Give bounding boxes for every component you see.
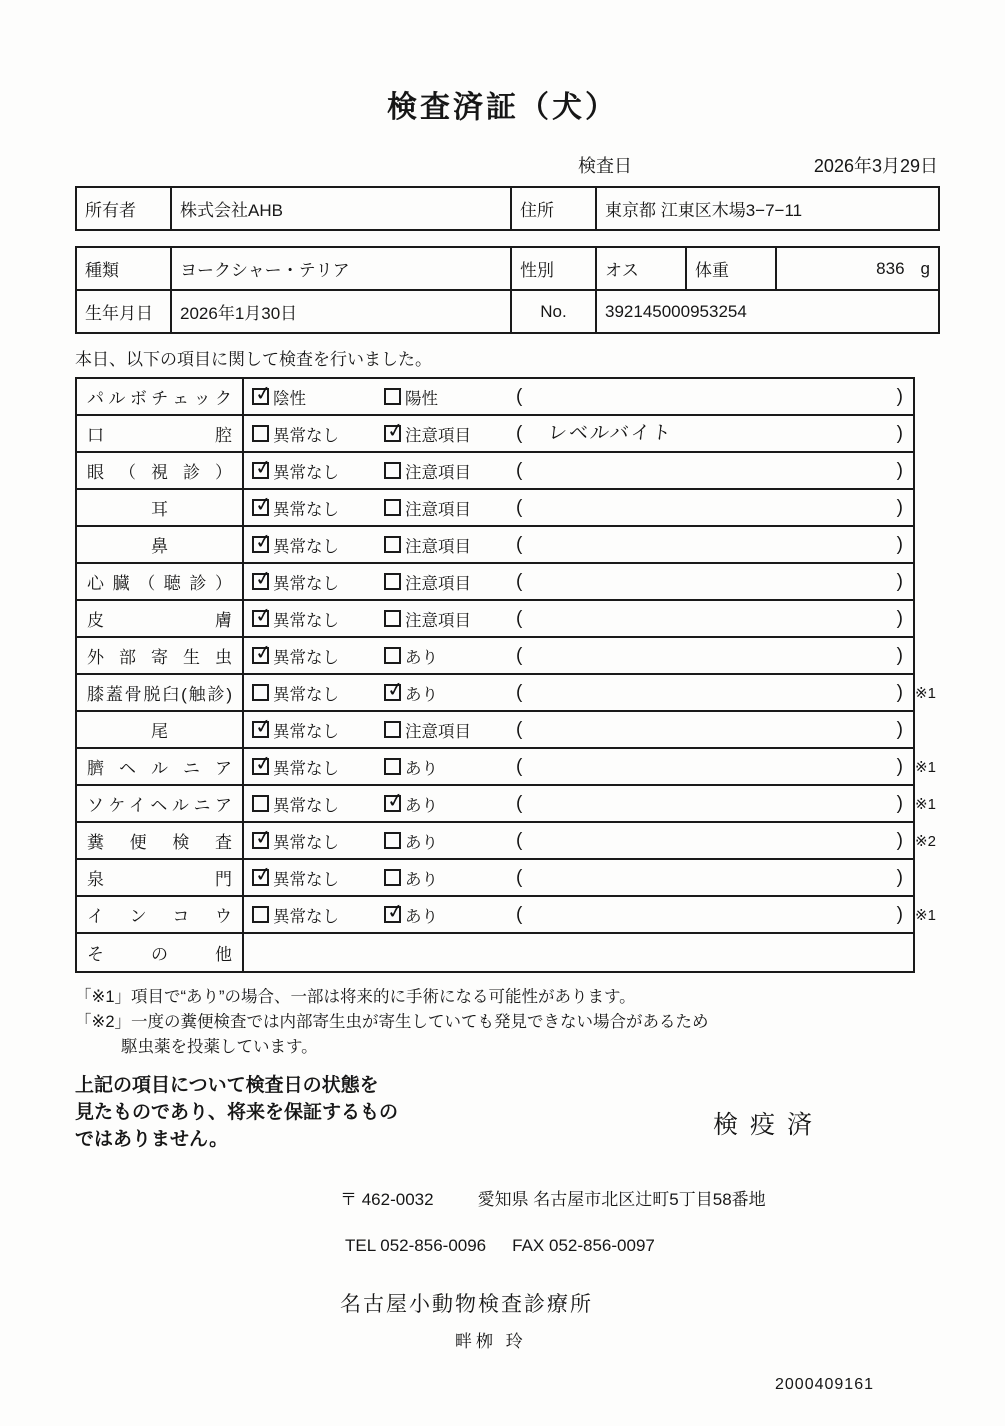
checkbox-icon [252, 869, 269, 886]
checkbox-icon [384, 647, 401, 664]
option-label: 異常なし [273, 759, 339, 778]
result-field [516, 793, 913, 815]
weight-value [776, 247, 939, 290]
option-label: 異常なし [273, 722, 339, 741]
clinic-fax: FAX 052-856-0097 [512, 1236, 655, 1256]
option-label: 注意項目 [405, 463, 471, 482]
ref-marker: ※1 [915, 906, 936, 924]
checkbox-icon [252, 906, 269, 923]
inspection-table [75, 377, 936, 973]
item-label: パルボチェック [87, 389, 232, 408]
checkbox-icon [252, 758, 269, 775]
weight-unit: g [920, 258, 930, 278]
owner-label: 所有者 [76, 187, 171, 230]
inspection-row [77, 934, 913, 971]
item-cell [77, 564, 244, 599]
paren-open-icon: ( [516, 570, 523, 592]
no-value: 392145000953254 [596, 290, 939, 333]
option-label: 異常なし [273, 463, 339, 482]
sex-label: 性別 [511, 247, 596, 290]
option [384, 903, 516, 927]
ref-marker: ※1 [915, 758, 936, 776]
handwritten-note [522, 876, 897, 880]
option-label: あり [405, 759, 438, 778]
item-cell [77, 823, 244, 858]
result-cell [244, 453, 913, 488]
inspection-row [77, 712, 913, 749]
option [252, 903, 384, 927]
checkbox-icon [252, 462, 269, 479]
paren-close-icon: ) [896, 829, 903, 851]
result-cell [244, 786, 913, 821]
veterinarian-name: 畔栁 玲 [455, 1332, 527, 1352]
checkbox-icon [384, 610, 401, 627]
option-label: あり [405, 907, 438, 926]
inspection-row [77, 860, 913, 897]
option [384, 533, 516, 557]
option-label: 異常なし [273, 500, 339, 519]
handwritten-note [522, 728, 897, 732]
item-cell [77, 490, 244, 525]
footnote-1: 「※1」項目で“あり”の場合、一部は将来的に手術になる可能性があります。 [75, 988, 636, 1006]
result-cell [244, 934, 913, 971]
owner-value: 株式会社AHB [171, 187, 511, 230]
paren-open-icon: ( [516, 792, 523, 814]
result-cell [244, 379, 913, 414]
inspection-row [77, 786, 936, 823]
result-field [516, 719, 913, 741]
checkbox-icon [252, 388, 269, 405]
option-label: 異常なし [273, 833, 339, 852]
ref-marker: ※2 [915, 832, 936, 850]
inspection-row [77, 453, 913, 490]
result-cell [244, 416, 913, 451]
inspection-row [77, 564, 913, 601]
result-field [516, 830, 913, 852]
handwritten-note: レベルバイト [547, 423, 675, 444]
exam-date-value: 2026年3月29日 [813, 156, 938, 176]
option [252, 644, 384, 668]
option [252, 866, 384, 890]
paren-close-icon: ) [896, 644, 903, 666]
option [384, 829, 516, 853]
item-label: ソケイヘルニア [87, 796, 232, 815]
option-label: 注意項目 [405, 426, 471, 445]
paren-open-icon: ( [516, 718, 523, 740]
option-label: 異常なし [273, 648, 339, 667]
paren-open-icon: ( [516, 866, 523, 888]
result-cell [244, 897, 913, 932]
option-label: 注意項目 [405, 574, 471, 593]
inspection-row [77, 675, 936, 712]
paren-close-icon: ) [896, 866, 903, 888]
document-number: 2000409161 [775, 1376, 874, 1394]
option-label: あり [405, 648, 438, 667]
checkbox-icon [384, 499, 401, 516]
inspection-row [77, 490, 913, 527]
clinic-tel: TEL 052-856-0096 [345, 1236, 487, 1256]
result-field [516, 460, 913, 482]
option-label: 異常なし [273, 796, 339, 815]
paren-open-icon: ( [516, 422, 523, 444]
paren-close-icon: ) [896, 681, 903, 703]
option [252, 718, 384, 742]
option-label: 異常なし [273, 611, 339, 630]
item-cell [77, 416, 244, 451]
option-label: あり [405, 870, 438, 889]
item-cell [77, 379, 244, 414]
checkbox-icon [384, 425, 401, 442]
option-label: 陰性 [273, 389, 306, 408]
option-label: あり [405, 685, 438, 704]
breed-label: 種類 [76, 247, 171, 290]
option [384, 496, 516, 520]
paren-open-icon: ( [516, 829, 523, 851]
paren-close-icon: ) [896, 718, 903, 740]
handwritten-note [522, 691, 897, 695]
paren-open-icon: ( [516, 385, 523, 407]
option [252, 459, 384, 483]
result-field [516, 904, 913, 926]
checkbox-icon [252, 721, 269, 738]
item-label: 眼（視診） [87, 463, 232, 482]
option-label: 異常なし [273, 907, 339, 926]
option [384, 792, 516, 816]
item-label: 耳 [151, 500, 168, 519]
option [252, 533, 384, 557]
owner-table [75, 186, 940, 231]
paren-close-icon: ) [896, 422, 903, 444]
checkbox-icon [252, 499, 269, 516]
result-field [516, 534, 913, 556]
item-label: 鼻 [151, 537, 168, 556]
item-label: 糞便検査 [87, 833, 232, 852]
checkbox-icon [384, 906, 401, 923]
option [252, 681, 384, 705]
handwritten-note [522, 543, 897, 547]
result-field [516, 571, 913, 593]
inspection-row [77, 601, 913, 638]
option-label: 注意項目 [405, 500, 471, 519]
clinic-address: 愛知県 名古屋市北区辻町5丁目58番地 [477, 1190, 766, 1210]
option-label: 注意項目 [405, 611, 471, 630]
inspection-row [77, 897, 936, 934]
inspection-row [77, 416, 913, 453]
option [252, 385, 384, 409]
checkbox-icon [252, 425, 269, 442]
option [252, 570, 384, 594]
exam-date-row [578, 152, 938, 178]
pet-info-table [75, 246, 940, 334]
result-cell [244, 749, 913, 784]
paren-close-icon: ) [896, 459, 903, 481]
result-cell [244, 860, 913, 895]
result-field [516, 608, 913, 630]
item-cell [77, 675, 244, 710]
result-field [516, 645, 913, 667]
option [384, 644, 516, 668]
item-label: 皮膚 [87, 611, 232, 630]
paren-open-icon: ( [516, 681, 523, 703]
disclaimer-line-1: 上記の項目について検査日の状態を [75, 1075, 379, 1097]
paren-open-icon: ( [516, 607, 523, 629]
option-label: 異常なし [273, 537, 339, 556]
paren-open-icon: ( [516, 533, 523, 555]
handwritten-note [522, 617, 897, 621]
option [252, 496, 384, 520]
checkbox-icon [252, 647, 269, 664]
checkbox-icon [384, 573, 401, 590]
clinic-name: 名古屋小動物検査診療所 [340, 1293, 593, 1317]
item-label: 口腔 [87, 426, 232, 445]
quarantine-stamp: 検疫済 [713, 1111, 825, 1140]
item-label: その他 [87, 945, 232, 964]
postal-code: 〒 462-0032 [340, 1190, 434, 1210]
handwritten-note [522, 395, 897, 399]
handwritten-note [522, 765, 897, 769]
result-cell [244, 490, 913, 525]
option-label: 異常なし [273, 426, 339, 445]
option-label: 異常なし [273, 870, 339, 889]
page-title: 検査済証（犬） [387, 91, 618, 124]
table-row [76, 290, 939, 333]
handwritten-note [522, 654, 897, 658]
result-field [516, 497, 913, 519]
sex-value: オス [596, 247, 686, 290]
checkbox-icon [384, 758, 401, 775]
result-cell [244, 564, 913, 599]
checkbox-icon [384, 721, 401, 738]
option [384, 718, 516, 742]
footnotes [75, 985, 1005, 1059]
item-label: インコウ [87, 907, 232, 926]
option [252, 792, 384, 816]
intro-text: 本日、以下の項目に関して検査を行いました。 [75, 350, 432, 369]
item-cell [77, 934, 244, 971]
checkbox-icon [252, 795, 269, 812]
paren-open-icon: ( [516, 903, 523, 925]
disclaimer-line-2: 見たものであり、将来を保証するもの [75, 1102, 399, 1124]
handwritten-note [522, 839, 897, 843]
option-label: 異常なし [273, 685, 339, 704]
handwritten-note [522, 802, 897, 806]
option [384, 681, 516, 705]
option [384, 385, 516, 409]
result-cell [244, 527, 913, 562]
item-cell [77, 601, 244, 636]
inspection-row [77, 823, 936, 860]
birth-label: 生年月日 [76, 290, 171, 333]
statement-block [75, 1073, 1005, 1169]
result-field [516, 386, 913, 408]
item-cell [77, 786, 244, 821]
option [384, 422, 516, 446]
item-cell [77, 860, 244, 895]
result-field [516, 867, 913, 889]
item-cell [77, 712, 244, 747]
paren-close-icon: ) [896, 607, 903, 629]
option [384, 459, 516, 483]
no-label: No. [511, 290, 596, 333]
breed-value: ヨークシャー・テリア [171, 247, 511, 290]
result-cell [244, 638, 913, 673]
option-label: 注意項目 [405, 722, 471, 741]
address-label: 住所 [511, 187, 596, 230]
table-row [76, 247, 939, 290]
handwritten-note [522, 580, 897, 584]
option [384, 755, 516, 779]
ref-marker: ※1 [915, 795, 936, 813]
clinic-contact-line [345, 1236, 1005, 1256]
item-label: 尾 [151, 722, 168, 741]
paren-close-icon: ) [896, 570, 903, 592]
disclaimer-text [75, 1073, 495, 1154]
item-cell [77, 638, 244, 673]
paren-close-icon: ) [896, 533, 903, 555]
paren-open-icon: ( [516, 496, 523, 518]
item-label: 泉門 [87, 870, 232, 889]
result-cell [244, 712, 913, 747]
result-cell [244, 601, 913, 636]
handwritten-note [522, 913, 897, 917]
option [252, 755, 384, 779]
paren-close-icon: ) [896, 792, 903, 814]
paren-open-icon: ( [516, 644, 523, 666]
item-label: 外部寄生虫 [87, 648, 232, 667]
clinic-address-line [340, 1185, 1005, 1210]
handwritten-note [522, 469, 897, 473]
paren-close-icon: ) [896, 903, 903, 925]
option-label: 陽性 [405, 389, 438, 408]
checkbox-icon [384, 684, 401, 701]
item-cell [77, 453, 244, 488]
paren-open-icon: ( [516, 459, 523, 481]
inspection-row [77, 749, 936, 786]
item-label: 膝蓋骨脱臼(触診) [87, 685, 232, 704]
weight-label: 体重 [686, 247, 776, 290]
footnote-2: 「※2」一度の糞便検査では内部寄生虫が寄生していても発見できない場合があるため [75, 1012, 709, 1031]
item-cell [77, 749, 244, 784]
handwritten-note [522, 506, 897, 510]
checkbox-icon [252, 832, 269, 849]
option [252, 422, 384, 446]
birth-value: 2026年1月30日 [171, 290, 511, 333]
inspection-row [77, 527, 913, 564]
result-field [516, 418, 913, 449]
paren-close-icon: ) [896, 755, 903, 777]
result-cell [244, 675, 913, 710]
checkbox-icon [384, 462, 401, 479]
option [384, 866, 516, 890]
item-label: 心臓（聴診） [87, 574, 232, 593]
checkbox-icon [384, 795, 401, 812]
checkbox-icon [252, 573, 269, 590]
option [252, 607, 384, 631]
paren-open-icon: ( [516, 755, 523, 777]
item-cell [77, 527, 244, 562]
checkbox-icon [252, 610, 269, 627]
result-field [516, 756, 913, 778]
checkbox-icon [384, 536, 401, 553]
option-label: あり [405, 833, 438, 852]
inspection-row [77, 379, 913, 416]
footnote-2-continued: 駆虫薬を投薬しています。 [121, 1037, 318, 1056]
option-label: あり [405, 796, 438, 815]
paren-close-icon: ) [896, 385, 903, 407]
checkbox-icon [384, 869, 401, 886]
disclaimer-line-3: ではありません。 [75, 1129, 229, 1151]
item-cell [77, 897, 244, 932]
table-row [76, 187, 939, 230]
option-label: 異常なし [273, 574, 339, 593]
checkbox-icon [252, 536, 269, 553]
checkbox-icon [252, 684, 269, 701]
inspection-row [77, 638, 913, 675]
paren-close-icon: ) [896, 496, 903, 518]
result-cell [244, 823, 913, 858]
checkbox-icon [384, 388, 401, 405]
address-value: 東京都 江東区木場3−7−11 [596, 187, 939, 230]
option [384, 607, 516, 631]
weight-number: 836 [876, 258, 905, 278]
option-label: 注意項目 [405, 537, 471, 556]
ref-marker: ※1 [915, 684, 936, 702]
result-field [516, 682, 913, 704]
exam-date-label: 検査日 [578, 156, 632, 176]
option [384, 570, 516, 594]
option [252, 829, 384, 853]
item-label: 臍ヘルニア [87, 759, 232, 778]
checkbox-icon [384, 832, 401, 849]
